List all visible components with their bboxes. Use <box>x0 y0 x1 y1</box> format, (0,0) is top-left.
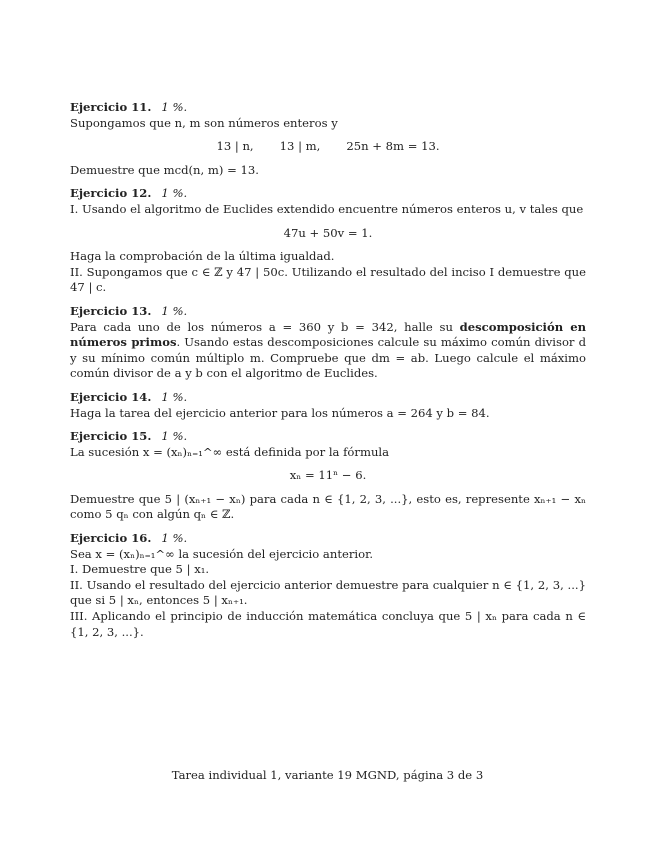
bold-term: descomposición en números primos <box>70 319 587 350</box>
exercise-title: Ejercicio 14. <box>70 389 152 404</box>
equation <box>70 226 586 242</box>
exercise-15 <box>70 429 586 523</box>
equation <box>70 468 586 484</box>
exercise-percent: 1 %. <box>161 100 188 114</box>
exercise-title: Ejercicio 12. <box>70 186 152 201</box>
exercise-text: Demuestre que 5 | (xₙ₊₁ − xₙ) para cada n ∈ {1, 2, 3, ...}, esto es, represente xₙ₊₁ − xₙ como 5 qₙ con algún qₙ ∈ ℤ. <box>70 491 586 522</box>
equation <box>70 139 586 155</box>
equation-part: 47u + 50v = 1. <box>283 225 373 240</box>
exercise-text: Sea x = (xₙ)ₙ₌₁^∞ la sucesión del ejercicio anterior. <box>70 546 374 561</box>
document-body <box>70 100 586 648</box>
exercise-heading <box>70 531 586 547</box>
equation-part: 25n + 8m = 13. <box>346 139 440 154</box>
exercise-percent: 1 %. <box>161 429 188 444</box>
exercise-11 <box>70 100 586 178</box>
exercise-percent: 1 %. <box>161 389 188 404</box>
exercise-text: II. Usando el resultado del ejercicio anterior demuestre para cualquier n ∈ {1, 2, 3, ...} que si 5 | xₙ, entonces 5 | xₙ₊₁. <box>70 577 586 608</box>
equation-part: xₙ = 11ⁿ − 6. <box>289 468 367 483</box>
exercise-title: Ejercicio 13. <box>70 303 152 318</box>
exercise-title: Ejercicio 15. <box>70 429 152 444</box>
exercise-text: I. Usando el algoritmo de Euclides extendido encuentre números enteros u, v tales que <box>70 201 584 216</box>
exercise-heading <box>70 304 586 320</box>
exercise-heading <box>70 100 586 116</box>
exercise-heading <box>70 429 586 445</box>
exercise-12 <box>70 186 586 296</box>
exercise-text: III. Aplicando el principio de inducción matemática concluya que 5 | xₙ para cada n ∈ {1, 2, 3, ...}. <box>70 609 586 639</box>
exercise-text: Haga la tarea del ejercicio anterior para los números a = 264 y b = 84. <box>70 405 490 420</box>
exercise-13 <box>70 304 586 382</box>
exercise-16 <box>70 531 586 640</box>
exercise-percent: 1 %. <box>161 531 188 546</box>
exercise-percent: 1 %. <box>161 186 188 201</box>
equation-part: 13 | m, <box>279 139 321 154</box>
exercise-percent: 1 %. <box>161 303 188 318</box>
exercise-14 <box>70 390 586 421</box>
exercise-text: Haga la comprobación de la última igualdad. <box>70 249 335 264</box>
exercise-text: Supongamos que n, m son números enteros y <box>70 115 338 130</box>
exercise-heading <box>70 186 586 202</box>
exercise-title: Ejercicio 11. <box>70 100 152 114</box>
page-footer: Tarea individual 1, variante 19 MGND, página 3 de 3 <box>171 768 484 782</box>
equation-part: 13 | n, <box>216 139 254 154</box>
exercise-text <box>70 320 586 382</box>
exercise-text: Demuestre que mcd(n, m) = 13. <box>70 162 259 177</box>
exercise-heading <box>70 390 586 406</box>
exercise-title: Ejercicio 16. <box>70 531 152 546</box>
exercise-text: II. Supongamos que c ∈ ℤ y 47 | 50c. Utilizando el resultado del inciso I demuestre que 47 | c. <box>70 264 586 295</box>
text-segment: Para cada uno de los números a = 360 y b = 342, halle su <box>70 319 460 334</box>
exercise-text: La sucesión x = (xₙ)ₙ₌₁^∞ está definida por la fórmula <box>70 444 390 459</box>
exercise-text: I. Demuestre que 5 | x₁. <box>70 562 210 577</box>
text-segment: . Usando estas descomposiciones calcule su máximo común divisor d y su mínimo común múltiplo m. Compruebe que dm = ab. Luego calcule el máximo común divisor de a y b con el algoritmo de Euclides. <box>70 335 586 381</box>
